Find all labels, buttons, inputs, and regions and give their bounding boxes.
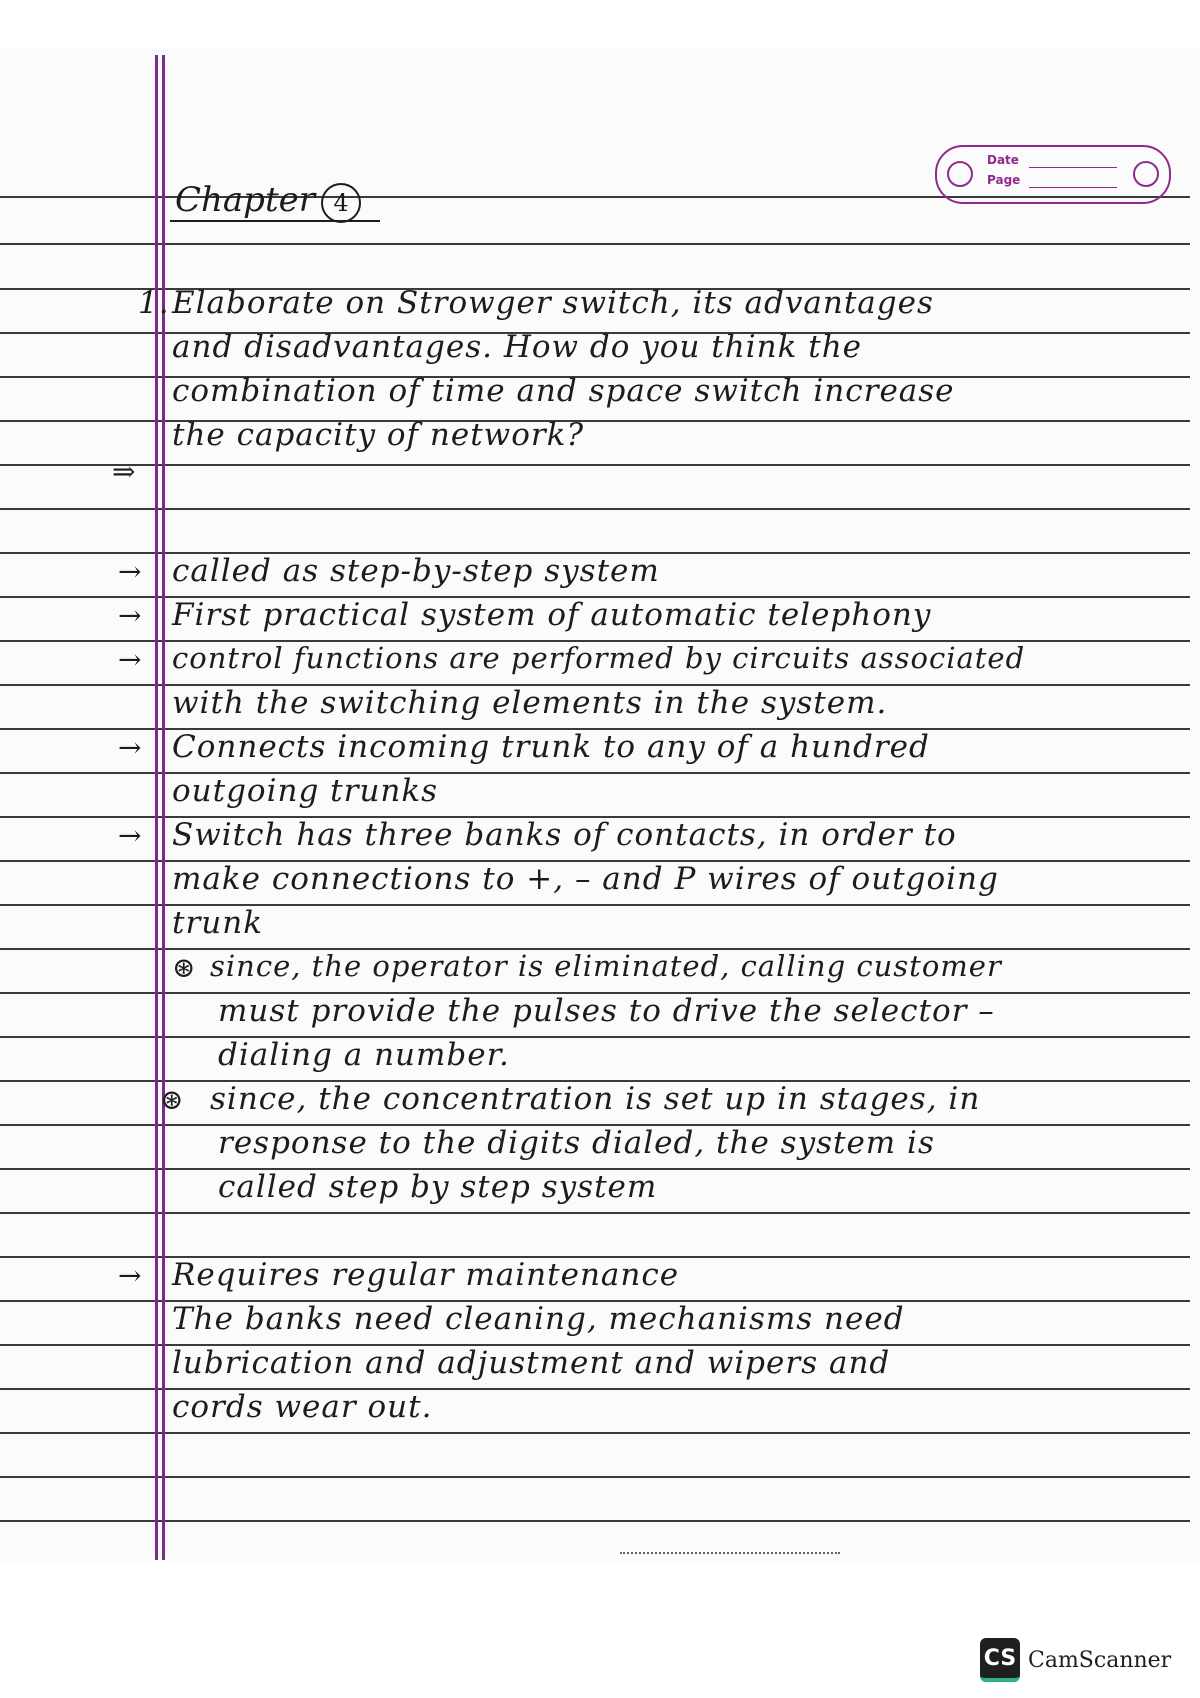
ruled-line <box>0 1520 1190 1522</box>
maintenance-line: lubrication and adjustment and wipers and <box>172 1345 891 1381</box>
chapter-heading <box>175 180 361 223</box>
maintenance-line: cords wear out. <box>172 1389 433 1425</box>
ruled-line <box>0 1432 1190 1434</box>
answer-line: with the switching elements in the system. <box>172 685 888 721</box>
answer-line: called as step-by-step system <box>172 553 660 589</box>
date-label: Date <box>987 153 1019 167</box>
camscanner-brand: CamScanner <box>1028 1647 1172 1673</box>
ruled-line <box>0 243 1190 245</box>
question-line: and disadvantages. How do you think the <box>172 329 862 365</box>
bullet-arrow-icon: → <box>118 731 142 764</box>
star-bullet-icon: ⊛ <box>160 1083 184 1116</box>
note-line: response to the digits dialed, the system is <box>218 1125 935 1161</box>
star-bullet-icon: ⊛ <box>172 951 196 984</box>
ruled-line <box>0 1476 1190 1478</box>
date-page-box <box>935 145 1171 204</box>
bullet-arrow-icon: → <box>118 599 142 632</box>
bottom-dotted-line <box>620 1552 840 1554</box>
chapter-underline <box>170 220 380 222</box>
answer-line: make connections to +, – and P wires of outgoing <box>172 861 999 897</box>
ruled-line <box>0 1212 1190 1214</box>
question-number: 1. <box>138 285 170 321</box>
circle-ornament-icon <box>947 161 973 187</box>
bullet-arrow-icon: → <box>118 643 142 676</box>
ruled-line <box>0 464 1190 466</box>
page-label: Page <box>987 173 1021 187</box>
margin-line <box>155 55 158 1560</box>
bullet-arrow-icon: → <box>118 555 142 588</box>
answer-line: outgoing trunks <box>172 773 439 809</box>
answer-line: Switch has three banks of contacts, in order to <box>172 817 957 853</box>
question-line: combination of time and space switch increase <box>172 373 955 409</box>
answer-line: trunk <box>172 905 263 941</box>
camscanner-logo-icon: CS <box>980 1638 1020 1682</box>
page-line <box>1029 187 1117 188</box>
question-line: Elaborate on Strowger switch, its advantages <box>172 285 934 321</box>
date-line <box>1029 167 1117 168</box>
answer-line: First practical system of automatic telephony <box>172 597 932 633</box>
answer-line: Connects incoming trunk to any of a hundred <box>172 729 930 765</box>
bullet-arrow-icon: → <box>118 1259 142 1292</box>
answer-line: control functions are performed by circuits associated <box>172 641 1026 675</box>
margin-line <box>162 55 165 1560</box>
camscanner-watermark <box>980 1638 1171 1682</box>
maintenance-line: The banks need cleaning, mechanisms need <box>172 1301 905 1337</box>
note-line: called step by step system <box>218 1169 658 1205</box>
ruled-line <box>0 508 1190 510</box>
note-line: since, the concentration is set up in stages, in <box>210 1081 981 1117</box>
chapter-number: 4 <box>321 183 361 223</box>
chapter-title: Chapter <box>175 180 315 220</box>
answer-arrow-icon: ⇒ <box>112 455 136 488</box>
bullet-arrow-icon: → <box>118 819 142 852</box>
circle-ornament-icon <box>1133 161 1159 187</box>
question-line: the capacity of network? <box>172 417 585 453</box>
note-line: since, the operator is eliminated, calling customer <box>210 949 1002 983</box>
note-line: must provide the pulses to drive the selector – <box>218 993 995 1029</box>
ruled-line <box>0 1036 1190 1038</box>
maintenance-line: Requires regular maintenance <box>172 1257 680 1293</box>
note-line: dialing a number. <box>218 1037 510 1073</box>
